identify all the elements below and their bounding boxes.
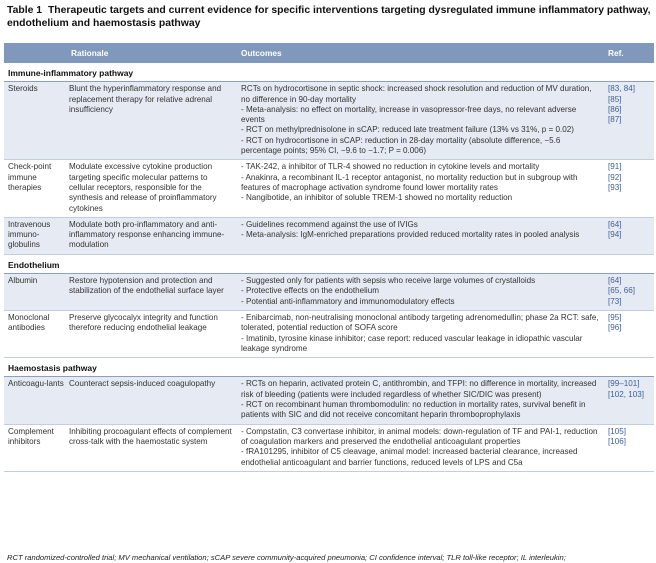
outcome-item: - Enibarcimab, non-neutralising monoclonal antibody targeting adrenomedullin; phase 2a RCT: safe, tolerated, potential reduction of SOFA score bbox=[241, 312, 599, 333]
outcome-item: - RCT on methylprednisolone in sCAP: reduced late treatment failure (13% vs 31%, p = 0.02) bbox=[241, 125, 574, 135]
section-title: Endothelium bbox=[4, 254, 654, 273]
section-title: Immune-inflammatory pathway bbox=[4, 63, 654, 82]
outcome-item: - Suggested only for patients with sepsis who receive large volumes of crystalloids bbox=[241, 276, 536, 286]
reference-link[interactable]: [85] bbox=[608, 94, 622, 104]
table-row bbox=[4, 377, 654, 424]
reference-link[interactable]: [64] bbox=[608, 276, 622, 286]
reference-link[interactable]: [105] bbox=[608, 426, 627, 436]
reference-link[interactable]: [95] bbox=[608, 312, 622, 322]
section-row bbox=[4, 254, 654, 273]
outcomes-cell bbox=[237, 274, 604, 311]
table-header-row bbox=[4, 43, 654, 63]
reference-link[interactable]: [92] bbox=[608, 172, 622, 182]
table-number: Table 1 bbox=[7, 5, 43, 16]
evidence-table bbox=[4, 43, 654, 472]
intervention-name: Steroids bbox=[4, 82, 67, 160]
outcome-item: - Meta-analysis: IgM-enriched preparations provided reduced mortality rates in pooled analysis bbox=[241, 230, 580, 240]
refs-cell bbox=[604, 160, 654, 217]
table-footnote: RCT randomized-controlled trial; MV mechanical ventilation; sCAP severe community-acquired pneumonia; CI confidence interval; TLR toll-like receptor; IL interleukin; bbox=[7, 553, 566, 562]
refs-cell bbox=[604, 424, 654, 471]
outcome-item: - Imatinib, tyrosine kinase inhibitor; case report: reduced vascular leakage in idiopathic vascular leakage syndrome bbox=[241, 333, 583, 353]
outcome-item: - Protective effects on the endothelium bbox=[241, 286, 379, 296]
reference-link[interactable]: [96] bbox=[608, 323, 622, 333]
reference-link[interactable]: [64] bbox=[608, 219, 622, 229]
outcomes-cell bbox=[237, 310, 604, 357]
reference-link[interactable]: [106] bbox=[608, 436, 627, 446]
section-row bbox=[4, 63, 654, 82]
reference-link[interactable]: [94] bbox=[608, 230, 622, 240]
reference-link[interactable]: [91] bbox=[608, 162, 622, 172]
reference-link[interactable]: [102, 103] bbox=[608, 389, 645, 399]
table-row bbox=[4, 160, 654, 217]
intervention-name: Anticoagu-lants bbox=[4, 377, 67, 424]
section-title: Haemostasis pathway bbox=[4, 358, 654, 377]
header-rationale: Rationale bbox=[67, 43, 237, 63]
outcome-item: - Nangibotide, an inhibitor of soluble TREM-1 showed no mortality reduction bbox=[241, 193, 513, 203]
refs-cell bbox=[604, 377, 654, 424]
intervention-name: Monoclonal antibodies bbox=[4, 310, 67, 357]
outcome-item: - RCT on recombinant human thrombomodulin: no reduction in mortality rates, survival benefit in patients with SIC and did not receive concomitant heparin thromboprophylaxis bbox=[241, 400, 586, 420]
refs-cell bbox=[604, 274, 654, 311]
outcomes-cell bbox=[237, 82, 604, 160]
outcome-item: - Meta-analysis: no effect on mortality, increase in vasopressor-free days, no relevant adverse events bbox=[241, 104, 577, 125]
reference-link[interactable]: [73] bbox=[608, 296, 622, 306]
table-row bbox=[4, 310, 654, 357]
rationale-cell: Inhibiting procoagulant effects of complement cross-talk with the haemostatic system bbox=[67, 424, 237, 471]
header-outcomes: Outcomes bbox=[237, 43, 604, 63]
intervention-name: Intravenous immuno-globulins bbox=[4, 217, 67, 254]
refs-cell bbox=[604, 310, 654, 357]
outcome-item: - Compstatin, C3 convertase inhibitor, in animal models: down-regulation of TF and PAI-1, reduction of coagulation markers and preserved the endothelial anticoagulant properties bbox=[241, 426, 598, 446]
outcomes-cell bbox=[237, 160, 604, 217]
outcome-item: - TAK-242, a inhibitor of TLR-4 showed no reduction in cytokine levels and mortality bbox=[241, 162, 540, 172]
reference-link[interactable]: [87] bbox=[608, 115, 622, 125]
refs-cell bbox=[604, 217, 654, 254]
outcome-item: - RCTs on heparin, activated protein C, antithrombin, and TFPI: no difference in mortality, increased risk of bleeding (patients were included regardless of whether SIC/DIC was present) bbox=[241, 379, 597, 399]
refs-cell bbox=[604, 82, 654, 160]
outcomes-cell bbox=[237, 217, 604, 254]
reference-link[interactable]: [65, 66] bbox=[608, 286, 636, 296]
header-intervention bbox=[4, 43, 67, 63]
header-ref: Ref. bbox=[604, 43, 654, 63]
rationale-cell: Counteract sepsis-induced coagulopathy bbox=[67, 377, 237, 424]
table-row bbox=[4, 424, 654, 471]
rationale-cell: Modulate both pro-inflammatory and anti-inflammatory response enhancing immune-modulation bbox=[67, 217, 237, 254]
rationale-cell: Modulate excessive cytokine production targeting specific molecular patterns to cellular receptors, responsible for the synthesis and release of proinflammatory cytokines bbox=[67, 160, 237, 217]
reference-link[interactable]: [99–101] bbox=[608, 379, 640, 389]
reference-link[interactable]: [83, 84] bbox=[608, 84, 636, 94]
table-row bbox=[4, 217, 654, 254]
table-row bbox=[4, 82, 654, 160]
outcome-item: - Potential anti-inflammatory and immunomodulatory effects bbox=[241, 296, 455, 306]
outcome-item: RCTs on hydrocortisone in septic shock: increased shock resolution and reduction of MV duration, no difference in 90-day mortality bbox=[241, 84, 592, 104]
reference-link[interactable]: [93] bbox=[608, 182, 622, 192]
table-title: Therapeutic targets and current evidence for specific interventions targeting dysregulated immune inflammatory pathway, endothelium and haemostasis pathway bbox=[7, 5, 651, 29]
section-row bbox=[4, 358, 654, 377]
outcome-item: - RCT on hydrocortisone in sCAP: reduction in 28-day mortality (absolute difference, −5.6 percentage points; 95% CI, −9.6 to −1.7; P = 0.006) bbox=[241, 135, 561, 156]
rationale-cell: Restore hypotension and protection and stabilization of the endothelial surface layer bbox=[67, 274, 237, 311]
intervention-name: Complement inhibitors bbox=[4, 424, 67, 471]
intervention-name: Albumin bbox=[4, 274, 67, 311]
outcome-item: - Guidelines recommend against the use of IVIGs bbox=[241, 219, 418, 229]
outcomes-cell bbox=[237, 377, 604, 424]
outcome-item: - Anakinra, a recombinant IL-1 receptor antagonist, no mortality reduction but in subgroup with features of macrophage activation syndrome found lower mortality rates bbox=[241, 172, 578, 192]
rationale-cell: Preserve glycocalyx integrity and function therefore reducing endothelial leakage bbox=[67, 310, 237, 357]
outcome-item: - fRA101295, inhibitor of C5 cleavage, animal model: increased bacterial clearance, increased endothelial anticoagulant and barrier functions, reduced levels of LPS and C5a bbox=[241, 447, 578, 467]
intervention-name: Check-point immune therapies bbox=[4, 160, 67, 217]
outcomes-cell bbox=[237, 424, 604, 471]
table-caption bbox=[7, 4, 652, 30]
reference-link[interactable]: [86] bbox=[608, 104, 622, 114]
table-row bbox=[4, 274, 654, 311]
rationale-cell: Blunt the hyperinflammatory response and replacement therapy for relative adrenal insufficiency bbox=[67, 82, 237, 160]
